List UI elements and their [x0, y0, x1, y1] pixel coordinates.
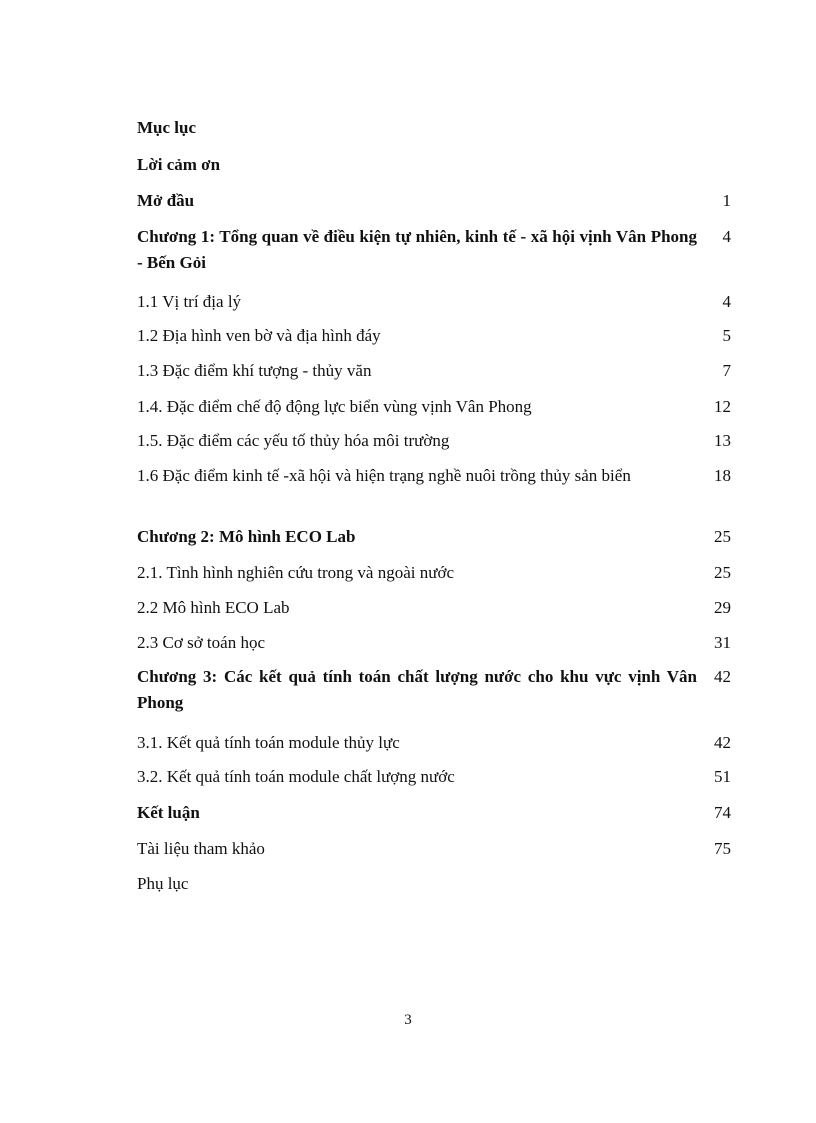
toc-entry-title: Kết luận — [137, 803, 200, 822]
page-number: 3 — [404, 1012, 412, 1028]
toc-entry-1-3 — [137, 358, 731, 384]
toc-entry-title: Lời cảm ơn — [137, 155, 221, 174]
toc-entry-page: 4 — [722, 227, 731, 246]
toc-entry-title: Chương 1: Tổng quan về điều kiện tự nhiên, kinh tế - xã hội vịnh Vân Phong - Bến Gỏi — [137, 227, 697, 272]
toc-entry-title: Tài liệu tham khảo — [137, 839, 265, 858]
toc-entry-mo-dau — [137, 188, 731, 214]
toc-entry-1-2 — [137, 323, 731, 349]
toc-entry-tai-lieu-tham-khao — [137, 836, 731, 862]
toc-entry-2-3 — [137, 630, 731, 656]
toc-entry-title: 3.1. Kết quả tính toán module thủy lực — [137, 733, 400, 752]
toc-entry-page: 75 — [714, 839, 731, 858]
toc-entry-1-5 — [137, 428, 731, 454]
toc-entry-title: 1.1 Vị trí địa lý — [137, 292, 242, 311]
toc-entry-page: 1 — [722, 191, 731, 210]
toc-entry-title: Mở đầu — [137, 191, 195, 210]
toc-entry-3-1 — [137, 730, 731, 756]
toc-entry-page: 7 — [722, 361, 731, 380]
toc-entry-ket-luan — [137, 800, 731, 826]
toc-entry-3-2 — [137, 764, 731, 790]
toc-entry-page: 13 — [714, 431, 731, 450]
toc-entry-1-4 — [137, 394, 731, 420]
toc-entry-title: 3.2. Kết quả tính toán module chất lượng nước — [137, 767, 455, 786]
toc-entry-title: 1.2 Địa hình ven bờ và địa hình đáy — [137, 326, 381, 345]
toc-entry-page: 18 — [714, 466, 731, 485]
toc-entry-title: 1.4. Đặc điểm chế độ động lực biển vùng vịnh Vân Phong — [137, 397, 532, 416]
toc-entry-page: 25 — [714, 563, 731, 582]
toc-entry-title: 2.3 Cơ sở toán học — [137, 633, 265, 652]
toc-entry-page: 4 — [722, 292, 731, 311]
toc-entry-title: 1.5. Đặc điểm các yếu tố thủy hóa môi trường — [137, 431, 450, 450]
toc-entry-page: 42 — [714, 667, 731, 686]
toc-entry-title: Chương 2: Mô hình ECO Lab — [137, 527, 356, 546]
toc-entry-2-2 — [137, 595, 731, 621]
toc-entry-page: 51 — [714, 767, 731, 786]
toc-entry-title: Phụ lục — [137, 874, 189, 893]
toc-entry-chuong-1 — [137, 224, 731, 276]
toc-entry-title: 1.3 Đặc điểm khí tượng - thủy văn — [137, 361, 372, 380]
toc-entry-title: Mục lục — [137, 118, 197, 137]
toc-entry-page: 42 — [714, 733, 731, 752]
toc-entry-chuong-2 — [137, 524, 731, 550]
toc-entry-page: 31 — [714, 633, 731, 652]
toc-entry-page: 25 — [714, 527, 731, 546]
toc-entry-phu-luc — [137, 871, 731, 897]
toc-entry-page: 5 — [722, 326, 731, 345]
toc-entry-title: 2.2 Mô hình ECO Lab — [137, 598, 290, 617]
toc-entry-page: 74 — [714, 803, 731, 822]
toc-entry-loi-cam-on — [137, 152, 731, 178]
toc-entry-title: 2.1. Tình hình nghiên cứu trong và ngoài nước — [137, 563, 454, 582]
toc-entry-2-1 — [137, 560, 731, 586]
toc-entry-muc-luc — [137, 115, 731, 141]
toc-entry-title: Chương 3: Các kết quả tính toán chất lượng nước cho khu vực vịnh Vân Phong — [137, 667, 697, 712]
toc-entry-1-1 — [137, 289, 731, 315]
toc-entry-chuong-3 — [137, 664, 731, 716]
toc-entry-page: 12 — [714, 397, 731, 416]
toc-entry-1-6 — [137, 463, 731, 489]
toc-entry-title: 1.6 Đặc điểm kinh tế -xã hội và hiện trạng nghề nuôi trồng thủy sản biển — [137, 466, 631, 485]
toc-entry-page: 29 — [714, 598, 731, 617]
